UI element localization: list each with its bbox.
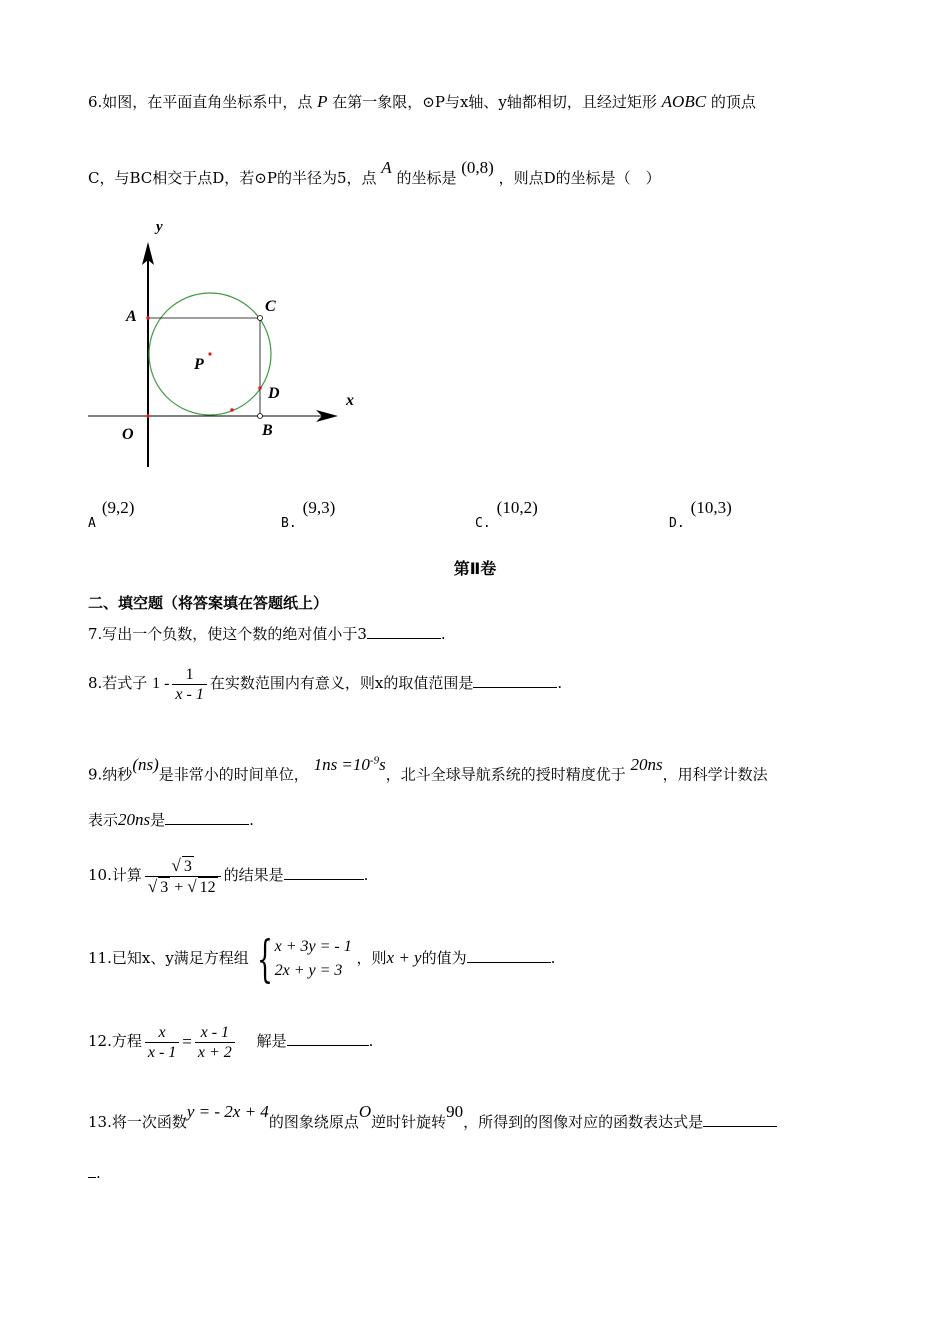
q13-text: 13.将一次函数 (88, 1113, 187, 1131)
q12-l-den: x - 1 (145, 1042, 179, 1062)
point-tangent (230, 408, 234, 412)
q6-line1 (88, 92, 756, 112)
option-d[interactable] (669, 498, 732, 531)
point-p (208, 352, 211, 355)
q8-text: 8.若式子 (88, 674, 148, 692)
label-y: y (156, 219, 163, 235)
q9-text: 9.纳秒 (88, 765, 133, 784)
q6-figure (80, 215, 370, 475)
q10-line (88, 845, 368, 905)
q6-text: ，则点D的坐标是（ ） (498, 169, 661, 187)
option-a[interactable] (88, 498, 135, 531)
q8-answer-blank[interactable] (473, 673, 557, 688)
q12-r-den: x + 2 (195, 1042, 235, 1062)
q11-line (88, 928, 555, 988)
q6-text: 的顶点 (710, 93, 756, 111)
q11-end: . (550, 949, 556, 967)
q12-line (88, 1016, 373, 1067)
q11-expr: x + y (386, 948, 422, 967)
label-x: x (346, 392, 354, 409)
q7-text: 7.写出一个负数，使这个数的绝对值小于3 (88, 625, 367, 643)
q13-end: . (96, 1164, 101, 1182)
q9-eq-unit: s (379, 754, 386, 774)
q9-text: 是非常小的时间单位， (158, 765, 309, 784)
q9-text: 是 (150, 811, 166, 829)
q9-ns: (ns) (132, 754, 159, 774)
q11-text: 11.已知x、y满足方程组 (88, 949, 249, 967)
q6-point-p: P (317, 92, 328, 111)
option-b[interactable] (281, 498, 336, 531)
q6-text: C，与BC相交于点D，若⊙P的半径为5，点 (88, 169, 377, 187)
q7-end: . (440, 625, 446, 643)
q11-eq1: x + 3y = - 1 (274, 938, 352, 955)
q11-text: ，则 (356, 949, 387, 967)
q12-l-num: x (158, 1023, 166, 1041)
label-b: B (262, 422, 273, 439)
point-d (258, 386, 262, 390)
q11-eq2: 2x + y = 3 (274, 962, 343, 979)
q6-text: 在第一象限，⊙P与x轴、y轴都相切，且经过矩形 (332, 93, 657, 111)
q9-eq-left: 1ns =10 (313, 754, 370, 774)
q13-text: 的图象绕原点 (268, 1113, 359, 1131)
q9-val: 20ns (630, 754, 663, 774)
option-value: (9,2) (101, 498, 135, 517)
q6-rect-name: AOBC (661, 92, 707, 111)
option-letter: D. (669, 516, 685, 531)
q9-line2 (88, 810, 254, 830)
q9-end: . (249, 811, 254, 829)
option-value: (10,2) (496, 498, 538, 517)
label-o: O (122, 426, 134, 443)
q10-end: . (363, 866, 369, 884)
q11-system (275, 935, 352, 983)
q7-line (88, 624, 446, 644)
section2-title: 二、填空题（将答案填在答题纸上） (88, 594, 329, 612)
label-d: D (268, 385, 280, 402)
q10-plus: + (174, 878, 184, 896)
q12-left-fraction (145, 1023, 179, 1062)
option-letter: B. (281, 516, 297, 531)
q13-answer-blank[interactable] (703, 1112, 777, 1127)
q9-val2: 20ns (118, 810, 151, 829)
q9-text: ，北斗全球导航系统的授时精度优于 (385, 765, 626, 784)
point-c (258, 316, 263, 321)
q13-text: 逆时针旋转 (371, 1113, 447, 1131)
q12-answer-blank[interactable] (287, 1031, 369, 1046)
q12-end: . (368, 1032, 374, 1050)
q10-num: √ 3 (171, 855, 192, 875)
q10-text: 的结果是 (223, 866, 284, 884)
q11-text: 的值为 (421, 949, 467, 967)
q13-line1 (88, 1102, 777, 1132)
q13-line2 (88, 1163, 101, 1183)
label-a: A (126, 308, 137, 325)
q6-coord: (0,8) (461, 158, 494, 177)
q12-r-num: x - 1 (200, 1023, 230, 1041)
q12-eq: = (182, 1032, 192, 1051)
point-b (258, 414, 263, 419)
q8-one: 1 - (152, 675, 170, 692)
q10-text: 10.计算 (88, 866, 142, 884)
q12-right-fraction (195, 1023, 235, 1062)
q6-point-a: A (381, 158, 392, 177)
q13-deg: 90 (446, 1102, 464, 1121)
q8-fraction (172, 665, 206, 704)
point-o (146, 414, 150, 418)
q9-text: 表示 (88, 811, 119, 829)
label-c: C (265, 298, 276, 315)
q12-text: 解是 (256, 1032, 287, 1050)
q7-answer-blank[interactable] (367, 624, 441, 639)
option-value: (9,3) (302, 498, 336, 517)
point-a (146, 316, 150, 320)
option-letter: A (88, 516, 96, 531)
q10-den-rad2: 12 (199, 878, 216, 896)
option-value: (10,3) (690, 498, 732, 517)
q8-den: x - 1 (172, 684, 206, 704)
q10-den: √ 3 + √ 12 (145, 876, 221, 897)
q13-origin: O (358, 1102, 372, 1121)
q10-num-rad: 3 (183, 857, 192, 875)
option-c[interactable] (475, 498, 538, 531)
q11-answer-blank[interactable] (467, 948, 551, 963)
q10-answer-blank[interactable] (284, 865, 364, 880)
q9-line1 (88, 754, 768, 785)
q8-line (88, 663, 562, 704)
q13-func: y = - 2x + 4 (186, 1102, 269, 1121)
brace-icon: { (256, 930, 273, 988)
q6-text: 的坐标是 (396, 169, 457, 187)
q9-eq-exp: -9 (369, 754, 380, 766)
q6-text: 6.如图，在平面直角坐标系中，点 (88, 93, 313, 111)
q13-answer-blank-cont[interactable] (88, 1163, 96, 1178)
option-letter: C. (475, 516, 491, 531)
q8-text: 在实数范围内有意义，则x的取值范围是 (209, 674, 474, 692)
q13-text: ，所得到的图像对应的函数表达式是 (463, 1113, 704, 1131)
part2-title: 第Ⅱ卷 (453, 559, 497, 578)
q9-answer-blank[interactable] (165, 810, 249, 825)
q9-equation (314, 755, 386, 774)
q10-den-rad1: 3 (160, 878, 169, 896)
label-p: P (194, 356, 204, 373)
q12-text: 12.方程 (88, 1032, 142, 1050)
q9-text: ，用科学计数法 (662, 765, 768, 784)
q8-end: . (557, 674, 563, 692)
q8-num: 1 (185, 665, 194, 683)
q10-fraction (145, 856, 221, 897)
q6-line2 (88, 158, 661, 188)
